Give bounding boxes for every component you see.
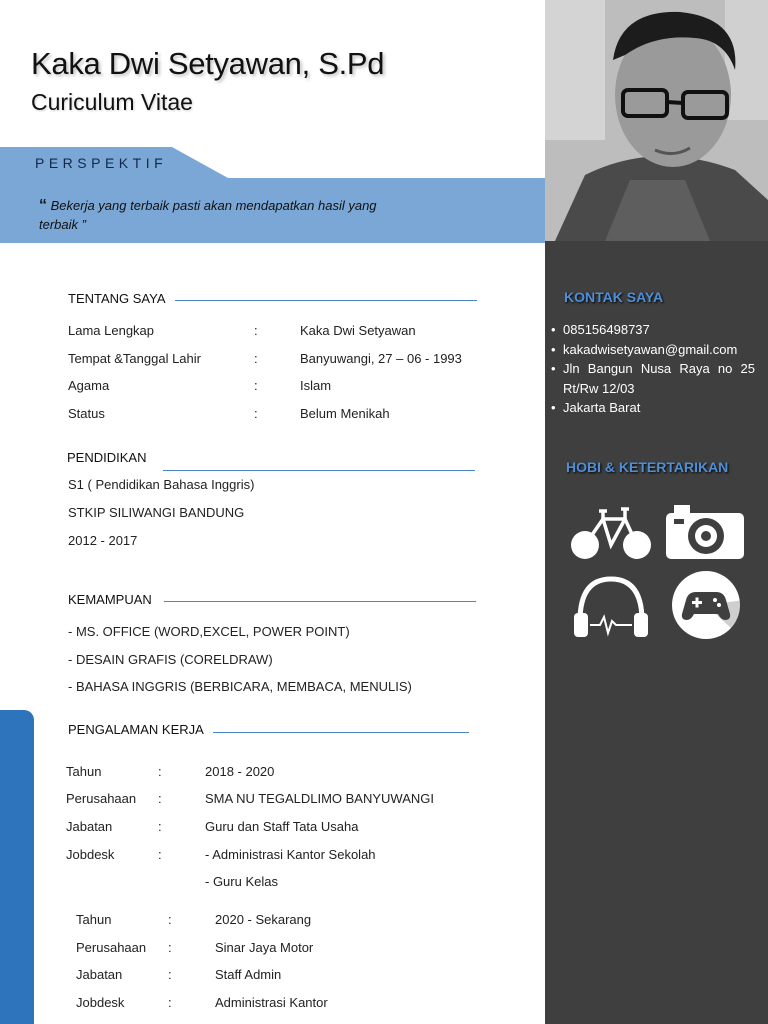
job-value-extra: - Guru Kelas	[205, 874, 278, 889]
perspektif-quote	[39, 196, 419, 234]
quote-text: Bekerja yang terbaik pasti akan mendapatkan hasil yang terbaik ”	[39, 198, 377, 232]
pendidikan-title: PENDIDIKAN	[67, 450, 147, 465]
job-value: - Administrasi Kantor Sekolah	[205, 847, 376, 862]
job-separator: :	[168, 912, 172, 927]
kemampuan-title: KEMAMPUAN	[68, 592, 152, 607]
tentang-value: Banyuwangi, 27 – 06 - 1993	[300, 351, 462, 366]
contact-city: • Jakarta Barat	[551, 398, 755, 418]
gamepad-icon	[668, 570, 744, 640]
contact-phone: • 085156498737	[551, 320, 755, 340]
job-label: Jabatan	[66, 819, 113, 834]
contact-address: • Jln Bangun Nusa Raya no 25 Rt/Rw 12/03	[551, 359, 755, 398]
tentang-separator: :	[254, 351, 258, 366]
tentang-label: Status	[68, 406, 105, 421]
hobi-title: HOBI & KETERTARIKAN	[566, 459, 729, 475]
left-accent-bar	[0, 710, 34, 1024]
tentang-value: Belum Menikah	[300, 406, 390, 421]
tentang-label: Agama	[68, 378, 110, 393]
job-separator: :	[168, 940, 172, 955]
job-label: Jabatan	[76, 967, 123, 982]
bicycle-icon	[569, 505, 655, 561]
pendidikan-line: S1 ( Pendidikan Bahasa Inggris)	[68, 477, 255, 492]
kemampuan-rule	[164, 601, 476, 602]
headphones-icon	[574, 575, 648, 639]
tentang-title: TENTANG SAYA	[68, 291, 166, 306]
job-value: Sinar Jaya Motor	[215, 940, 314, 955]
contact-email: • kakadwisetyawan@gmail.com	[551, 340, 755, 360]
tentang-value: Kaka Dwi Setyawan	[300, 323, 416, 338]
pendidikan-rule	[163, 470, 475, 471]
tentang-separator: :	[254, 378, 258, 393]
perspektif-label: PERSPEKTIF	[35, 155, 168, 171]
job-value: SMA NU TEGALDLIMO BANYUWANGI	[205, 791, 434, 806]
job-label: Tahun	[76, 912, 112, 927]
tentang-label: Lama Lengkap	[68, 323, 155, 338]
tentang-separator: :	[254, 406, 258, 421]
profile-photo	[545, 0, 768, 241]
portrait-icon	[545, 0, 768, 241]
job-value: Guru dan Staff Tata Usaha	[205, 819, 359, 834]
tentang-rule	[175, 300, 477, 301]
job-separator: :	[168, 967, 172, 982]
job-label: Jobdesk	[76, 995, 125, 1010]
job-separator: :	[158, 847, 162, 862]
job-separator: :	[158, 791, 162, 806]
contact-list	[551, 320, 755, 418]
camera-icon	[666, 505, 744, 561]
job-value: 2020 - Sekarang	[215, 912, 312, 927]
resume-subtitle: Curiculum Vitae	[31, 89, 193, 115]
pendidikan-line: STKIP SILIWANGI BANDUNG	[68, 505, 245, 520]
job-label: Perusahaan	[76, 940, 147, 955]
job-label: Perusahaan	[66, 791, 137, 806]
job-label: Jobdesk	[66, 847, 115, 862]
tentang-separator: :	[254, 323, 258, 338]
job-label: Tahun	[66, 764, 102, 779]
kemampuan-item: - DESAIN GRAFIS (CORELDRAW)	[68, 652, 273, 667]
job-value: Staff Admin	[215, 967, 282, 982]
pengalaman-title: PENGALAMAN KERJA	[68, 722, 204, 737]
job-separator: :	[168, 995, 172, 1010]
pendidikan-line: 2012 - 2017	[68, 533, 138, 548]
tentang-label: Tempat &Tanggal Lahir	[68, 351, 201, 366]
job-separator: :	[158, 819, 162, 834]
job-separator: :	[158, 764, 162, 779]
resume-name: Kaka Dwi Setyawan, S.Pd	[31, 46, 385, 81]
quote-mark: “	[39, 197, 47, 214]
pengalaman-rule	[213, 732, 469, 733]
job-value: 2018 - 2020	[205, 764, 275, 779]
kemampuan-item: - BAHASA INGGRIS (BERBICARA, MEMBACA, MENULIS)	[68, 679, 412, 694]
tentang-value: Islam	[300, 378, 332, 393]
kontak-title: KONTAK SAYA	[564, 289, 664, 305]
job-value: Administrasi Kantor	[215, 995, 328, 1010]
kemampuan-item: - MS. OFFICE (WORD,EXCEL, POWER POINT)	[68, 624, 350, 639]
